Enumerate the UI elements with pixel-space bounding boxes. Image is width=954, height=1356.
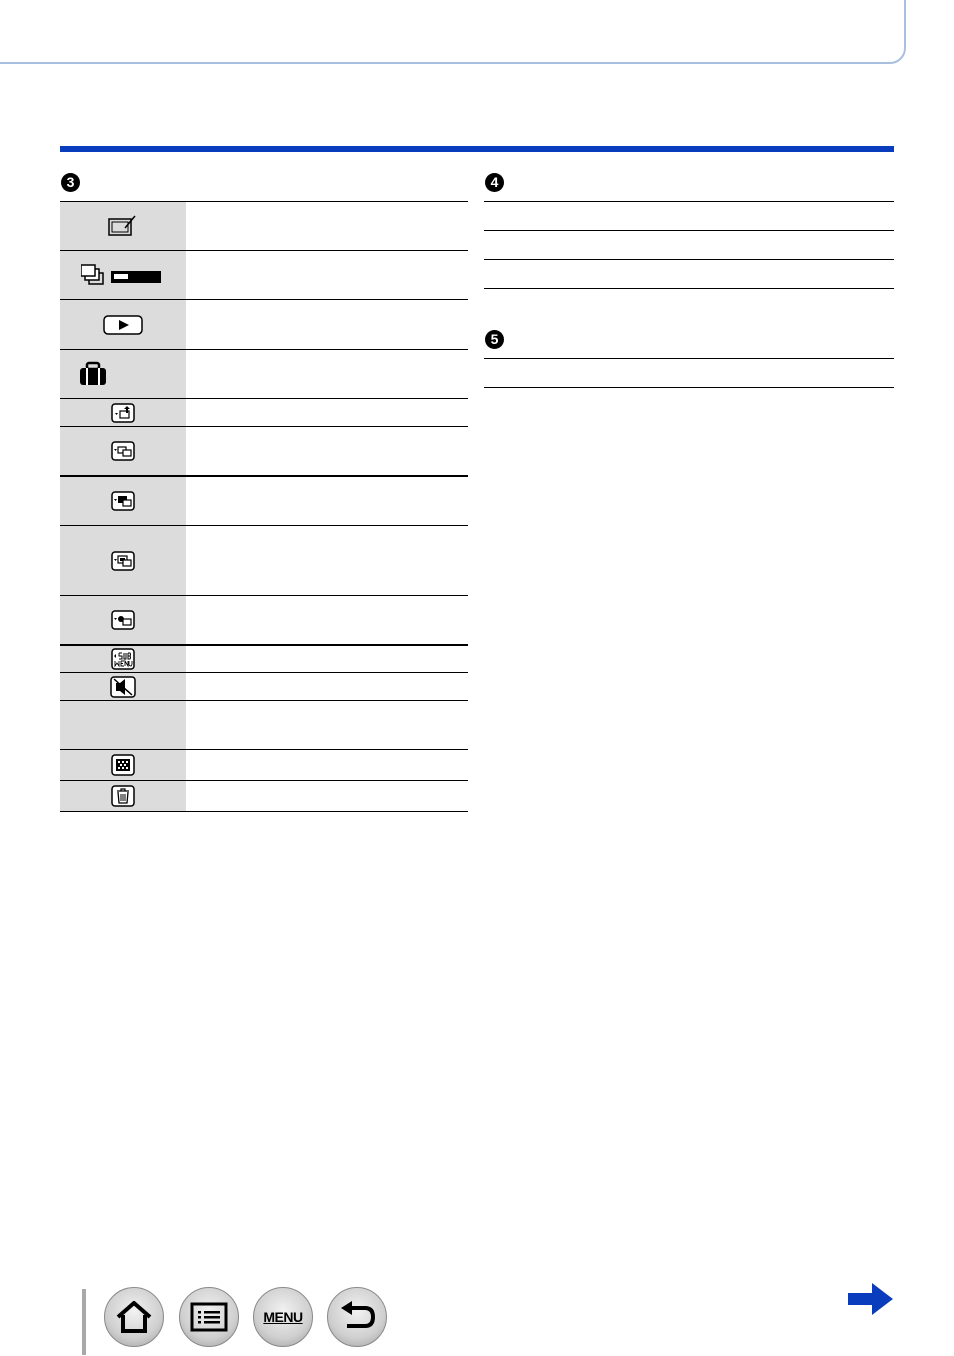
- table-row: [484, 358, 894, 387]
- icon-cell: [60, 477, 186, 525]
- icon-cell: [60, 300, 186, 349]
- table-row: [60, 595, 468, 644]
- icon-cell: [60, 202, 186, 250]
- icon-cell: [60, 596, 186, 644]
- table-4: [484, 201, 894, 289]
- back-button[interactable]: [327, 1287, 387, 1347]
- grid-icon: [111, 754, 135, 776]
- icon-cell: [60, 750, 186, 780]
- table-row: [60, 780, 468, 811]
- icon-cell: [60, 646, 186, 672]
- contents-button[interactable]: [179, 1287, 239, 1347]
- table-end-rule: [484, 387, 894, 388]
- table-end-rule: [60, 811, 468, 812]
- table-row: [60, 749, 468, 780]
- table-row: [484, 259, 894, 288]
- table-row: [60, 426, 468, 475]
- upload-icon: [111, 403, 135, 423]
- image-group-icon-4: [111, 610, 135, 630]
- blank-cell: [60, 701, 186, 749]
- edit-frame-icon: [107, 214, 139, 238]
- section-divider-bar: [60, 146, 894, 152]
- play-icon: [103, 314, 143, 336]
- table-5: [484, 358, 894, 388]
- table-row: [60, 700, 468, 749]
- icon-cell: [60, 350, 186, 398]
- table-row: [60, 349, 468, 398]
- home-icon: [114, 1299, 154, 1335]
- icon-cell: [60, 399, 186, 426]
- trash-icon: [111, 785, 135, 807]
- section-3-number: 3: [61, 173, 80, 192]
- table-row: [60, 672, 468, 700]
- sub-menu-icon: [111, 648, 135, 670]
- table-row: [484, 201, 894, 230]
- next-page-arrow-icon[interactable]: [848, 1282, 894, 1316]
- menu-label: MENU: [263, 1309, 303, 1325]
- image-group-icon-2: [111, 491, 135, 511]
- table-row: [484, 230, 894, 259]
- icon-cell: [60, 781, 186, 811]
- icon-cell: [60, 673, 186, 700]
- table-row: [60, 644, 468, 672]
- icon-cell: [60, 427, 186, 475]
- table-row: [60, 201, 468, 250]
- header-frame: [0, 0, 906, 64]
- table-end-rule: [484, 288, 894, 289]
- suitcase-icon: [78, 361, 108, 387]
- icon-cell: [60, 251, 186, 299]
- home-button[interactable]: [104, 1287, 164, 1347]
- table-row: [60, 299, 468, 349]
- image-group-icon-3: [111, 551, 135, 571]
- menu-button[interactable]: [253, 1287, 313, 1347]
- icon-table-3: [60, 201, 468, 812]
- image-group-icon-1: [111, 441, 135, 461]
- section-5-number: 5: [485, 330, 504, 349]
- table-row: [60, 250, 468, 299]
- burst-group-icon: [81, 263, 165, 287]
- icon-cell: [60, 526, 186, 595]
- mute-icon: [110, 676, 136, 698]
- table-row: [60, 525, 468, 595]
- back-arrow-icon: [337, 1300, 377, 1334]
- table-row: [60, 475, 468, 525]
- contents-list-icon: [190, 1302, 228, 1332]
- section-4-number: 4: [485, 173, 504, 192]
- table-row: [60, 398, 468, 426]
- nav-separator: [82, 1289, 86, 1355]
